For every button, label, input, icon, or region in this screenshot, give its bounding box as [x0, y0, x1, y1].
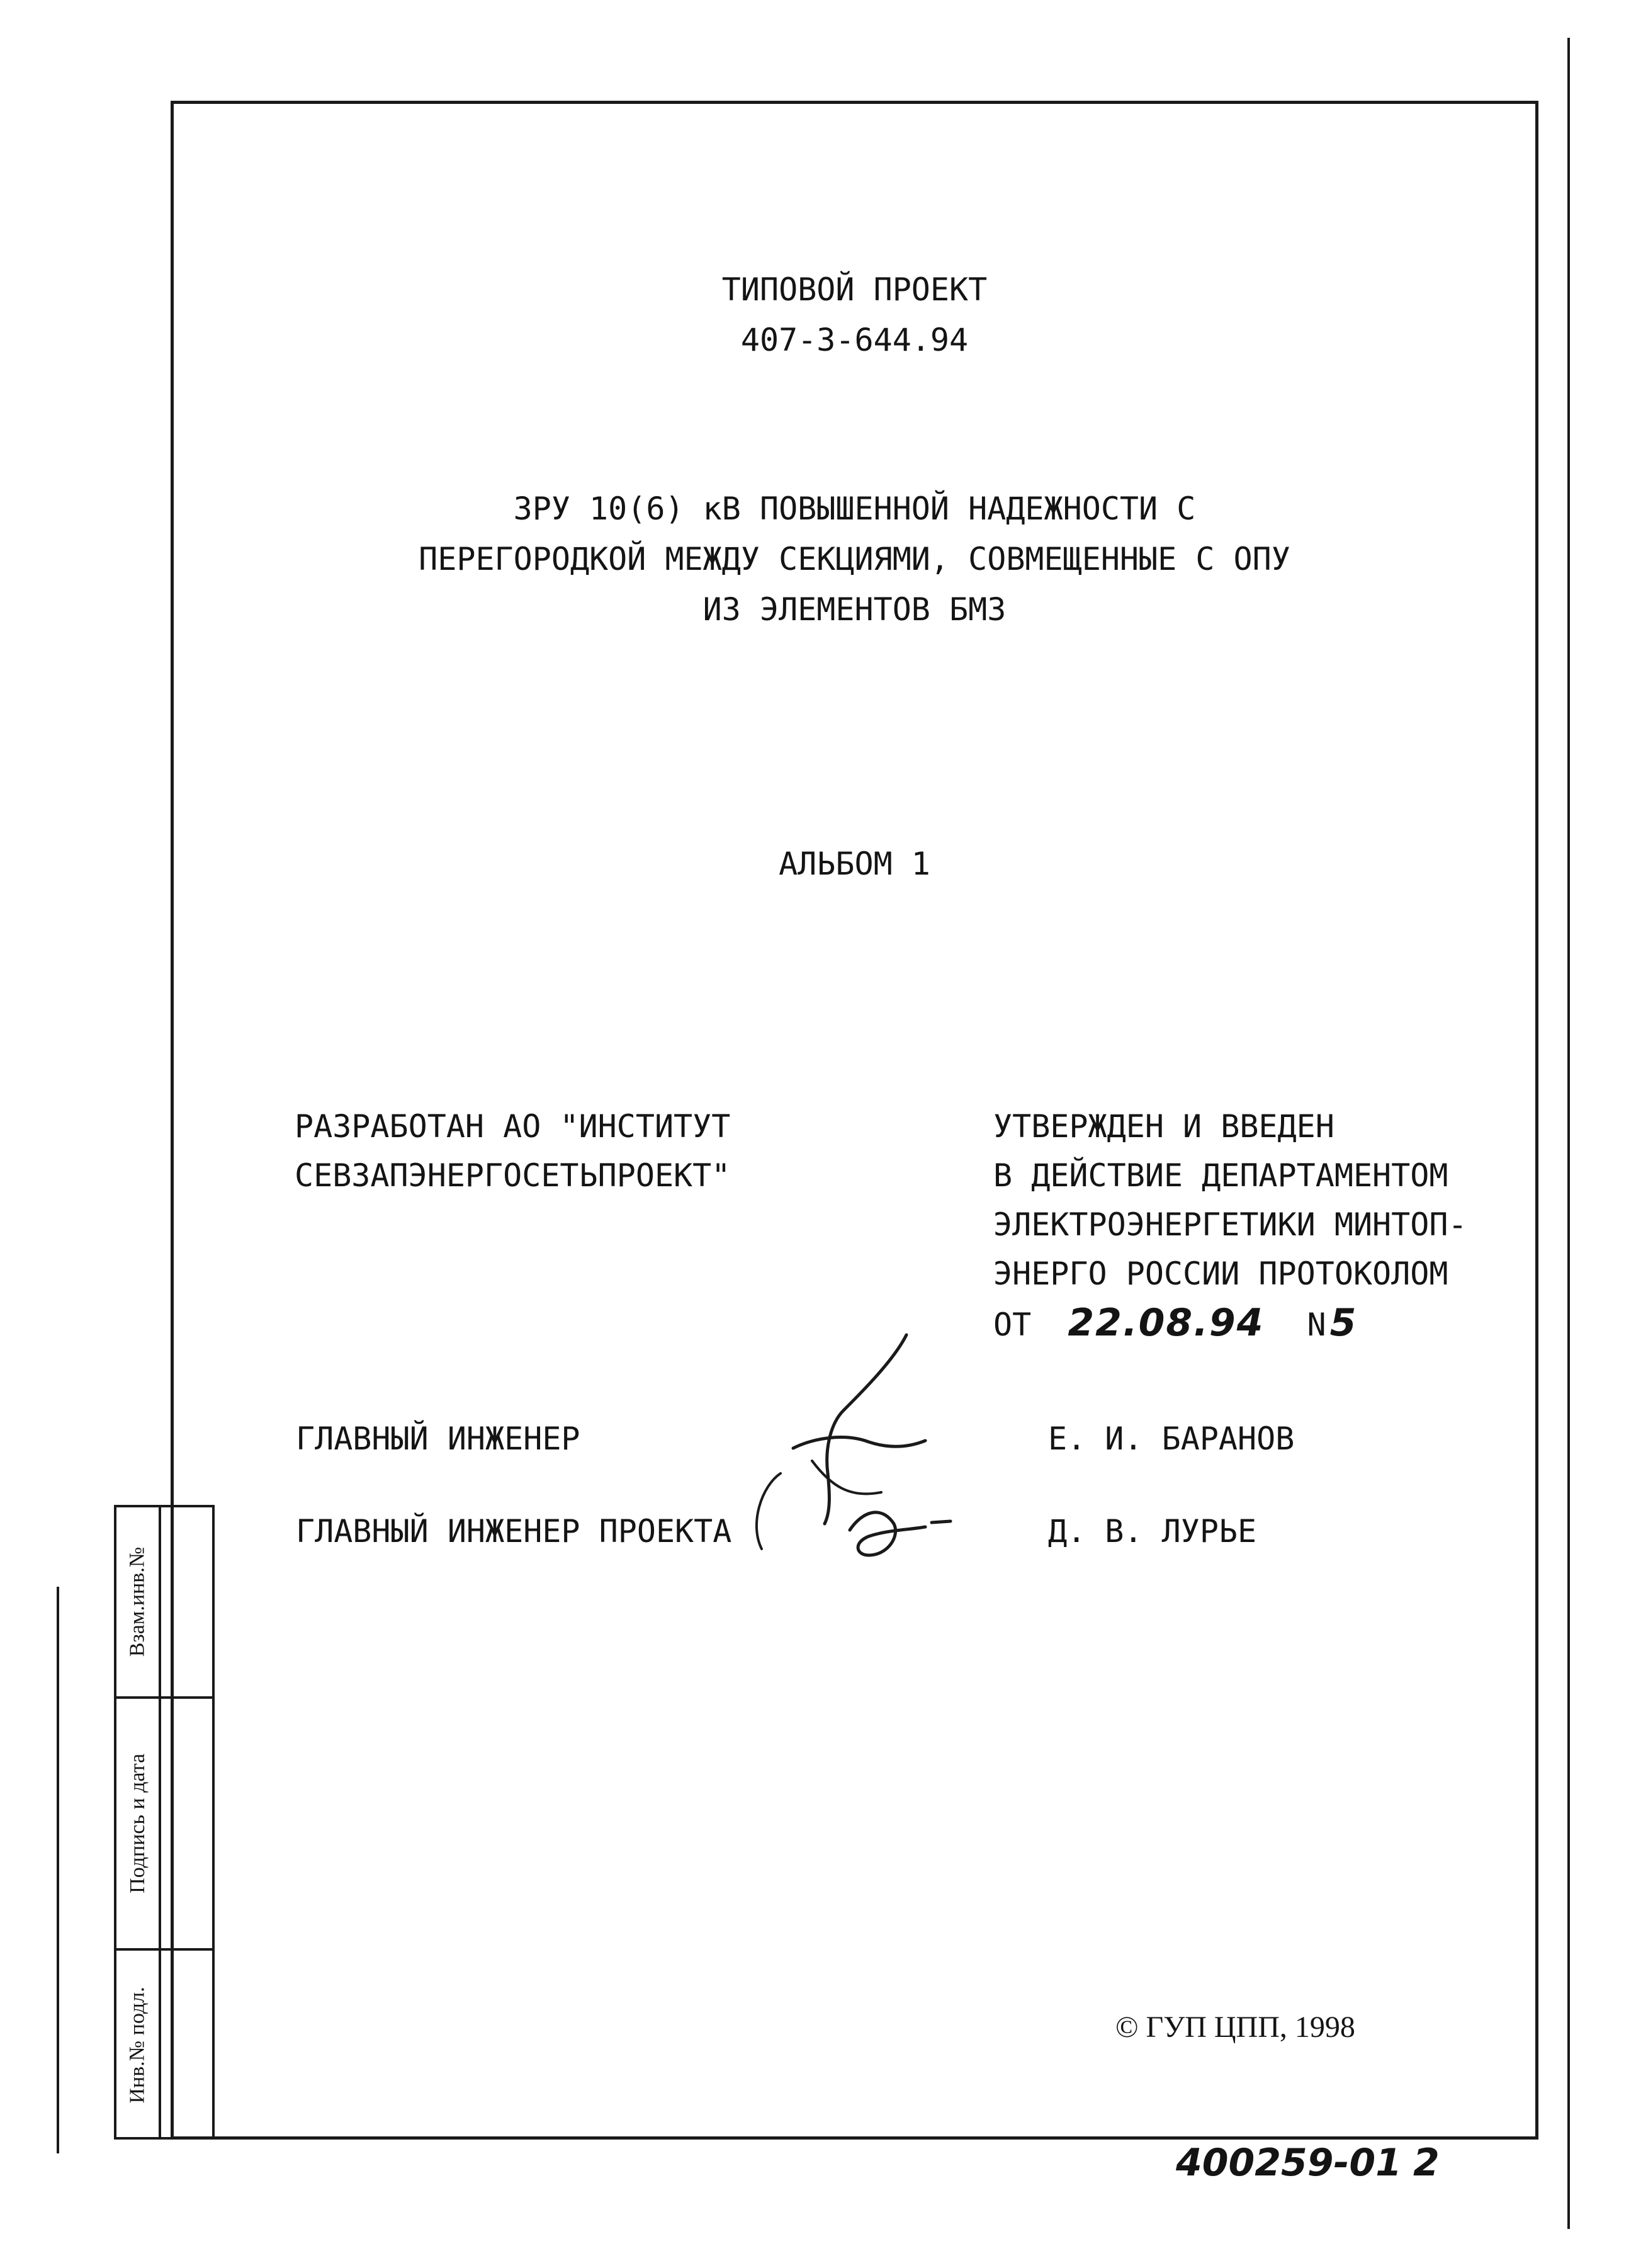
right-edge-line [1567, 38, 1570, 2229]
approval-block [993, 1102, 1467, 1349]
approval-number-prefix: N [1307, 1307, 1326, 1343]
approval-date: 22.08.94 [1068, 1301, 1265, 1345]
approval-line4: ЭНЕРГО РОССИИ ПРОТОКОЛОМ [993, 1256, 1448, 1292]
signatory-role-2: ГЛАВНЫЙ ИНЖЕНЕР ПРОЕКТА [296, 1513, 732, 1550]
stamp-cell-replacement [116, 1507, 159, 1696]
developer-line1: РАЗРАБОТАН АО "ИНСТИТУТ [295, 1108, 731, 1145]
approval-line3: ЭЛЕКТРОЭНЕРГЕТИКИ МИНТОП- [993, 1206, 1467, 1243]
stamp-divider [159, 1507, 161, 2137]
signatory-role-1: ГЛАВНЫЙ ИНЖЕНЕР [296, 1420, 580, 1457]
project-title [171, 264, 1538, 365]
approval-stamp-column [114, 1505, 215, 2140]
subject-line1: ЗРУ 10(6) кВ ПОВЫШЕННОЙ НАДЕЖНОСТИ С [513, 490, 1196, 527]
developer-block [295, 1102, 730, 1200]
project-number: 407-3-644.94 [740, 322, 969, 358]
developer-line2: СЕВЗАПЭНЕРГОСЕТЬПРОЕКТ" [295, 1157, 731, 1194]
stamp-label-inventory: Инв.№ подл. [125, 1987, 149, 2104]
copyright-text: © ГУП ЦПП, 1998 [1115, 2010, 1355, 2044]
page-number: 2 [1413, 2141, 1440, 2185]
album-label [171, 839, 1538, 889]
subject-line3: ИЗ ЭЛЕМЕНТОВ БМЗ [702, 591, 1007, 628]
document-number: 400259-01 [1176, 2141, 1402, 2185]
approval-line1: УТВЕРЖДЕН И ВВЕДЕН [993, 1108, 1334, 1145]
project-title-line1: ТИПОВОЙ ПРОЕКТ [721, 271, 988, 308]
project-subject [171, 484, 1538, 635]
stamp-label-signature: Подпись и дата [125, 1754, 149, 1893]
signatory-name-1: Е. И. БАРАНОВ [1048, 1420, 1295, 1457]
approval-date-prefix: ОТ [993, 1307, 1032, 1343]
stamp-cell-inventory [116, 1951, 159, 2140]
left-edge-line [57, 1587, 59, 2153]
approval-number: 5 [1329, 1301, 1358, 1345]
signature-image [743, 1322, 969, 1587]
stamp-label-replacement: Взам.инв.№ [125, 1546, 149, 1657]
signatory-name-2: Д. В. ЛУРЬЕ [1048, 1513, 1257, 1550]
stamp-cell-signature [116, 1699, 159, 1948]
subject-line2: ПЕРЕГОРОДКОЙ МЕЖДУ СЕКЦИЯМИ, СОВМЕЩЕННЫЕ С ОПУ [419, 541, 1290, 577]
approval-date-line [993, 1298, 1467, 1349]
approval-line2: В ДЕЙСТВИЕ ДЕПАРТАМЕНТОМ [993, 1157, 1448, 1194]
album-text: АЛЬБОМ 1 [779, 846, 930, 882]
